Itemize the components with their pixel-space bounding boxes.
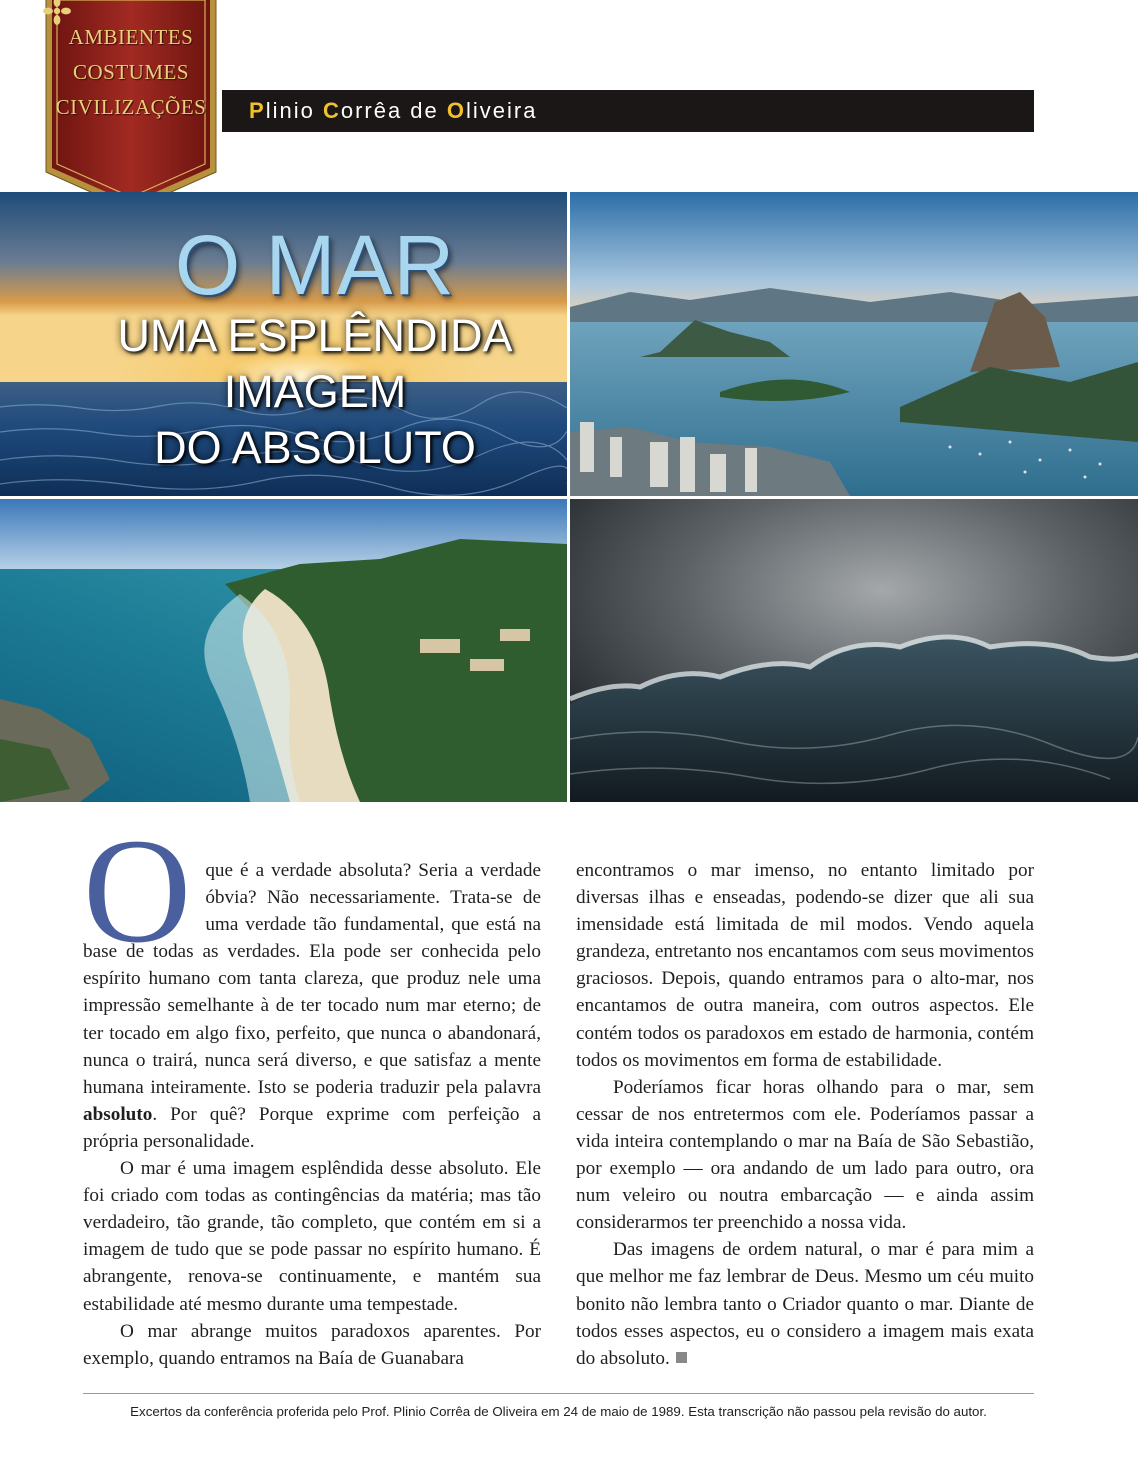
section-label-ambientes: AMBIENTES bbox=[68, 25, 194, 49]
footnote-divider bbox=[83, 1393, 1034, 1394]
drop-cap: O bbox=[83, 808, 192, 974]
paragraph-5: Das imagens de ordem natural, o mar é para mim a que melhor me faz lembrar de Deus. Mesmo um céu muito bonito não lembra tanto o Criador quanto o mar. Diante de todos esses aspectos, eu o considero a imagem mais exata do absoluto. bbox=[576, 1239, 1034, 1369]
fleur-ornament-icon bbox=[42, 0, 72, 26]
paragraph-1: O que é a verdade absoluta? Seria a verdade óbvia? Não necessariamente. Trata-se de uma verdade tão fundamental, que está na base de todas as verdades. Ela pode ser conhecida pelo espírito humano com tanta clareza, que produz nele uma impressão semelhante à de ter tocado num mar eterno; de ter tocado em algo fixo, perfeito, que nunca o abandonará, nunca o trairá, nunca será diverso, e que satisfaz a mente humana inteiramente. Isto se poderia traduzir pela palavra absoluto. Por quê? Porque exprime com perfeição a própria personalidade. bbox=[83, 808, 541, 1152]
footnote: Excertos da conferência proferida pelo Prof. Plinio Corrêa de Oliveira em 24 de maio de 1989. Esta transcrição não passou pela revisão do autor. bbox=[130, 1404, 987, 1419]
author-bar bbox=[222, 90, 1034, 132]
title-subtitle-line-2: IMAGEM bbox=[223, 366, 407, 417]
aerial-beach-photo bbox=[0, 499, 567, 802]
paragraph-3-continued: encontramos o mar imenso, no entanto limitado por diversas ilhas e enseadas, podendo-se dizer que ali sua imensidade está limitada de mil modos. Vendo aquela grandeza, entretanto nos encantamos com seus movimentos graciosos. Depois, quando entramos para o alto-mar, nos encantamos de outra maneira, com outros aspectos. Ele contém todos os paradoxos em estado de harmonia, contém todos os movimentos em forma de estabilidade. bbox=[576, 860, 1034, 1071]
title-subtitle-line-1: UMA ESPLÊNDIDA bbox=[117, 310, 513, 361]
section-banner bbox=[42, 0, 220, 214]
paragraph-3: O mar abrange muitos paradoxos aparentes. Por exemplo, quando entramos na Baía de Guanabara bbox=[83, 1320, 541, 1369]
paragraph-4: Poderíamos ficar horas olhando para o mar, sem cessar de nos entretermos com ele. Poderíamos passar a vida inteira contemplando o mar na Baía de São Sebastião, por exemplo — ora andando de um lado para outro, ora num veleiro ou noutra embarcação — e ainda assim considerarmos ter preenchido a nossa vida. bbox=[576, 1076, 1034, 1234]
section-label-costumes: COSTUMES bbox=[72, 60, 190, 84]
stormy-sea-photo bbox=[570, 499, 1138, 802]
section-label-civilizacoes: CIVILIZAÇÕES bbox=[55, 95, 207, 119]
rio-de-janeiro-bay-photo bbox=[570, 192, 1138, 496]
title-main: O MAR bbox=[174, 218, 456, 312]
paragraph-2: O mar é uma imagem esplêndida desse absoluto. Ele foi criado com todas as contingências da matéria; mas tão verdadeiro, tão grande, tão completo, que contém em si a imagem de tudo que se pode passar no espírito humano. É abrangente, renova-se continuamente, e mantém sua estabilidade até mesmo durante uma tempestade. bbox=[83, 1158, 541, 1315]
author-name: Plinio Corrêa de Oliveira bbox=[249, 98, 538, 123]
end-mark-icon bbox=[676, 1352, 687, 1363]
article-title bbox=[0, 218, 630, 476]
title-subtitle-line-3: DO ABSOLUTO bbox=[154, 422, 476, 473]
article-column-right bbox=[576, 857, 1034, 1372]
article-column-left bbox=[83, 808, 541, 1372]
